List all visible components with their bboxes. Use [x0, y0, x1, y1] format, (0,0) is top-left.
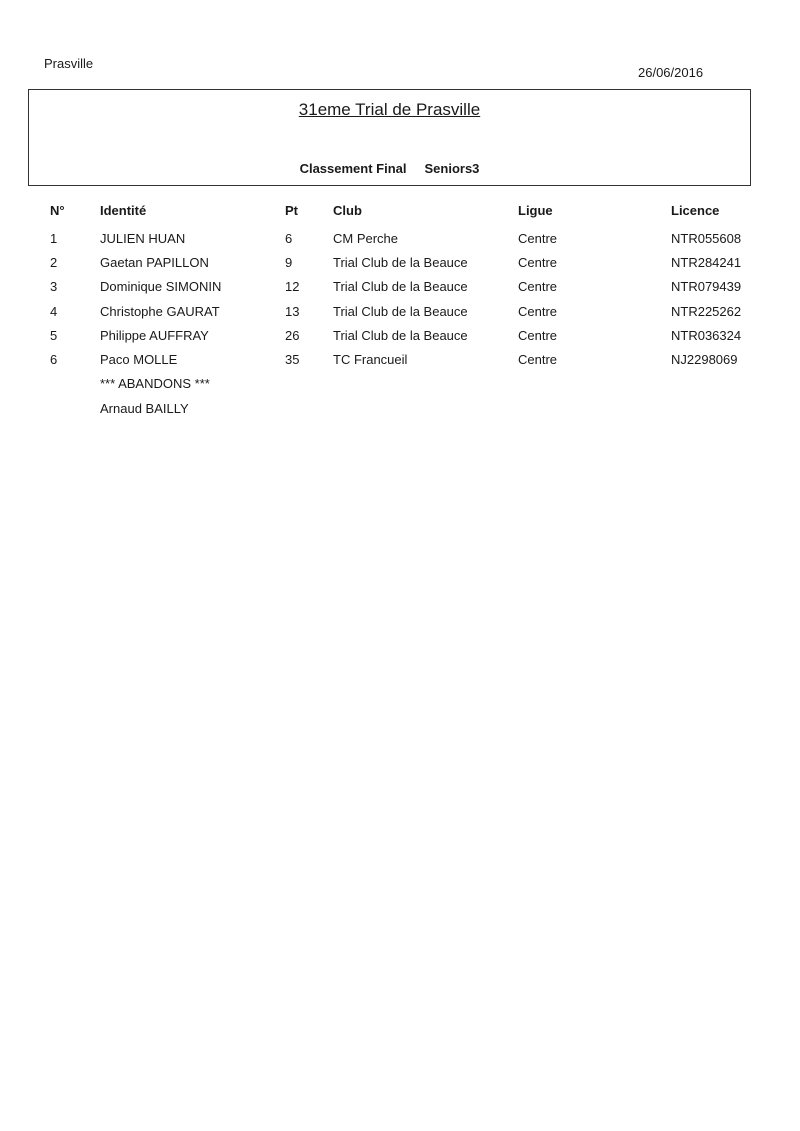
cell-ligue: Centre — [518, 328, 558, 343]
cell-licence: NTR225262 — [671, 304, 742, 319]
cell-identite: Philippe AUFFRAY — [100, 328, 209, 343]
column-header-ligue: Ligue — [518, 203, 553, 218]
cell-identite: JULIEN HUAN — [100, 231, 186, 246]
cell-pt: 12 — [285, 279, 300, 294]
ranking-subtitle — [29, 161, 750, 176]
cell-ligue: Centre — [518, 279, 558, 294]
cell-no: 6 — [50, 352, 58, 367]
table-row — [0, 304, 800, 328]
column-header-club: Club — [333, 203, 362, 218]
title-box — [28, 89, 751, 186]
cell-club: Trial Club de la Beauce — [333, 255, 468, 270]
table-row — [0, 255, 800, 279]
column-header-no: N° — [50, 203, 65, 218]
abandons-label: *** ABANDONS *** — [100, 376, 210, 391]
cell-licence: NJ2298069 — [671, 352, 738, 367]
column-header-pt: Pt — [285, 203, 298, 218]
table-row — [0, 328, 800, 352]
event-date: 26/06/2016 — [638, 65, 704, 80]
event-title: 31eme Trial de Prasville — [298, 100, 481, 119]
cell-identite: Paco MOLLE — [100, 352, 178, 367]
cell-pt: 35 — [285, 352, 300, 367]
cell-licence: NTR055608 — [671, 231, 742, 246]
cell-club: Trial Club de la Beauce — [333, 304, 468, 319]
table-row — [0, 231, 800, 255]
cell-ligue: Centre — [518, 231, 558, 246]
abandon-name: Arnaud BAILLY — [100, 401, 189, 416]
column-header-identite: Identité — [100, 203, 147, 218]
cell-licence: NTR036324 — [671, 328, 742, 343]
cell-identite: Gaetan PAPILLON — [100, 255, 209, 270]
cell-pt: 6 — [285, 231, 293, 246]
cell-pt: 26 — [285, 328, 300, 343]
column-header-licence: Licence — [671, 203, 720, 218]
cell-club: Trial Club de la Beauce — [333, 328, 468, 343]
place-name: Prasville — [44, 56, 94, 71]
cell-no: 2 — [50, 255, 58, 270]
category-label: Seniors3 — [424, 161, 480, 176]
ranking-label: Classement Final — [299, 161, 407, 176]
table-row — [0, 279, 800, 303]
cell-licence: NTR284241 — [671, 255, 742, 270]
cell-identite: Dominique SIMONIN — [100, 279, 222, 294]
cell-ligue: Centre — [518, 352, 558, 367]
cell-club: TC Francueil — [333, 352, 408, 367]
cell-club: CM Perche — [333, 231, 399, 246]
cell-no: 4 — [50, 304, 58, 319]
cell-licence: NTR079439 — [671, 279, 742, 294]
cell-club: Trial Club de la Beauce — [333, 279, 468, 294]
cell-ligue: Centre — [518, 304, 558, 319]
cell-pt: 9 — [285, 255, 293, 270]
table-row — [0, 352, 800, 376]
cell-identite: Christophe GAURAT — [100, 304, 220, 319]
cell-no: 3 — [50, 279, 58, 294]
cell-ligue: Centre — [518, 255, 558, 270]
cell-no: 5 — [50, 328, 58, 343]
cell-pt: 13 — [285, 304, 300, 319]
cell-no: 1 — [50, 231, 58, 246]
